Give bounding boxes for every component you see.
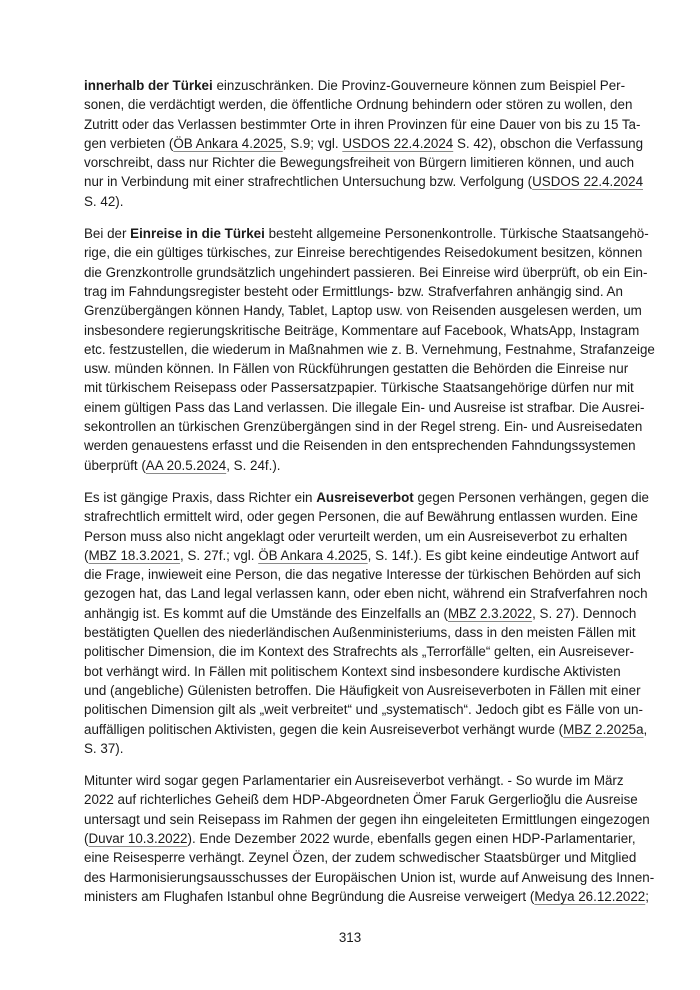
text-line [84, 681, 641, 700]
source-link[interactable]: ÖB Ankara 4.2025 [258, 547, 368, 563]
paragraph [84, 76, 644, 211]
text-run: Zutritt oder das Verlassen bestimmter Orte in ihren Provinzen für eine Dauer von bis zu 15 Ta- [84, 116, 641, 132]
text-run: werden genauestens erfasst und die Reisenden in den entsprechenden Fahndungssystemen [84, 438, 636, 454]
page-number: 313 [338, 930, 362, 945]
text-run: gen verbieten ( [84, 135, 174, 151]
text-run: 2022 auf richterliches Geheiß dem HDP-Abgeordneten Ömer Faruk Gergerlioğlu die Ausreise [84, 792, 638, 808]
text-run: auffälligen politischen Aktivisten, gegen die kein Ausreiseverbot verhängt wurde ( [84, 721, 564, 737]
text-run: Bei der [84, 226, 131, 242]
text-line [84, 456, 617, 475]
text-run: bestätigten Quellen des niederländischen Außenministeriums, dass in den meisten Fällen mit [84, 625, 636, 641]
source-link[interactable]: Duvar 10.3.2022 [88, 830, 188, 846]
text-run: gezogen hat, das Land legal verlassen kann, oder eben nicht, während ein Strafverfahren noch [84, 586, 648, 602]
text-run: S. 42), obschon die Verfassung [453, 135, 644, 151]
text-run: politischen Dimension gilt als „weit verbreitet“ und „systematisch“. Jedoch gibt es Fälle von un- [84, 702, 643, 718]
text-run: gegen Personen verhängen, gegen die [413, 489, 649, 505]
text-run: , [643, 721, 648, 737]
text-run: , S. 27f.; vgl. [180, 547, 259, 563]
text-line [84, 771, 624, 790]
text-run: ( [84, 830, 89, 846]
text-run: rige, die ein gültiges türkisches, zur Einreise berechtigendes Reisedokument besitzen, können [84, 245, 643, 261]
text-line [84, 76, 626, 95]
text-run: usw. münden können. In Fällen von Rückführungen gestatten die Behörden die Einreise nur [84, 361, 629, 377]
text-line [84, 662, 621, 681]
text-line [84, 720, 648, 739]
text-line [84, 868, 655, 887]
text-line [84, 623, 636, 642]
text-run: politischer Dimension, die im Kontext des Strafrechts als „Terrorfälle“ gelten, ein Ausreisever- [84, 644, 634, 660]
text-run: überprüft ( [84, 457, 146, 473]
text-run: und (angebliche) Gülenisten betroffen. Die Häufigkeit von Ausreiseverboten in Fällen mit einer [84, 682, 641, 698]
text-run: des Harmonisierungsausschusses der Europäischen Union ist, wurde auf Anweisung des Innen- [84, 869, 655, 885]
text-line [84, 398, 645, 417]
text-line [84, 243, 643, 262]
source-link[interactable]: AA 20.5.2024 [145, 457, 227, 473]
text-run: die Frage, inwieweit eine Person, die das negative Interesse der türkischen Behörden auf sich [84, 567, 641, 583]
text-run: sekontrollen an türkischen Grenzübergängen sind in der Regel streng. Ein- und Ausreisedaten [84, 419, 643, 435]
text-line [84, 436, 636, 455]
text-line [84, 527, 628, 546]
text-run: einzuschränken. Die Provinz-Gouverneure können zum Beispiel Per- [212, 78, 626, 93]
text-run: S. 37). [84, 740, 124, 756]
text-line [84, 848, 637, 867]
bold-term: innerhalb der Türkei [84, 78, 213, 93]
bold-term: Ausreiseverbot [316, 489, 414, 505]
text-line [84, 546, 639, 565]
text-run: ; [645, 888, 649, 904]
text-run: vorschreibt, dass nur Richter die Bewegungsfreiheit von Bürgern limitieren können, und auch [84, 155, 635, 171]
text-run: , S. 27). Dennoch [532, 605, 637, 621]
text-line [84, 340, 655, 359]
text-line [84, 282, 623, 301]
text-run: ministers am Flughafen Istanbul ohne Begründung die Ausreise verweigert ( [84, 888, 535, 904]
text-run: Grenzübergängen können Handy, Tablet, Laptop usw. von Reisenden ausgelesen werden, um [84, 303, 642, 319]
paragraph [84, 488, 649, 758]
text-run: besteht allgemeine Personenkontrolle. Türkische Staatsangehö- [264, 226, 649, 242]
bold-term: Einreise in die Türkei [130, 226, 265, 242]
text-line [84, 301, 642, 320]
source-link[interactable]: USDOS 22.4.2024 [342, 135, 454, 151]
paragraph [84, 771, 655, 906]
text-run: einem gültigen Pass das Land verlassen. Die illegale Ein- und Ausreise ist strafbar. Die Ausrei- [84, 399, 645, 415]
text-line [84, 565, 641, 584]
source-link[interactable]: MBZ 2.3.2022 [447, 605, 533, 621]
source-link[interactable]: MBZ 2.2025a [563, 721, 644, 737]
source-link[interactable]: ÖB Ankara 4.2025 [173, 135, 283, 151]
text-run: anhängig ist. Es kommt auf die Umstände des Einzelfalls an ( [84, 605, 448, 621]
text-run: trag im Fahndungsregister besteht oder Ermittlungs- bzw. Strafverfahren anhängig sind. An [84, 283, 623, 299]
text-run: ). Ende Dezember 2022 wurde, ebenfalls gegen einen HDP-Parlamentarier, [187, 830, 636, 846]
source-link[interactable]: USDOS 22.4.2024 [532, 174, 644, 190]
text-run: nur in Verbindung mit einer strafrechtlichen Untersuchung bzw. Verfolgung ( [84, 174, 533, 190]
text-line [84, 192, 617, 211]
text-line [84, 153, 635, 172]
text-run: sonen, die verdächtigt werden, die öffentliche Ordnung behindern oder stören zu wollen, den [84, 97, 633, 113]
text-run: S. 42). [84, 193, 124, 209]
text-line [84, 95, 633, 114]
text-run: , S. 24f.). [226, 457, 281, 473]
text-line [84, 263, 648, 282]
text-line [84, 700, 643, 719]
text-line [84, 810, 650, 829]
text-line [84, 224, 649, 243]
text-run: Es ist gängige Praxis, dass Richter ein [84, 489, 317, 505]
text-run: etc. festzustellen, die wiederum in Maßnahmen wie z. B. Vernehmung, Festnahme, Strafanzeige [84, 341, 655, 357]
text-run: untersagt und sein Reisepass im Rahmen der gegen ihn eingeleiteten Ermittlungen eingezogen [84, 811, 650, 827]
text-run: strafrechtlich ermittelt wird, oder gegen Personen, die auf Bewährung entlassen wurden. Eine [84, 509, 638, 525]
text-line [84, 829, 636, 848]
text-run: bot verhängt wird. In Fällen mit politischem Kontext sind insbesondere kurdische Aktivisten [84, 663, 621, 679]
text-line [84, 417, 643, 436]
text-run: , S. 14f.). Es gibt keine eindeutige Antwort auf [367, 547, 639, 563]
text-line [84, 115, 641, 134]
text-line [84, 642, 634, 661]
document-body [84, 76, 655, 919]
text-run: Mitunter wird sogar gegen Parlamentarier ein Ausreiseverbot verhängt. - So wurde im März [84, 773, 624, 789]
text-line [84, 321, 640, 340]
text-run: Person muss also nicht angeklagt oder verurteilt werden, um ein Ausreiseverbot zu erhalten [84, 528, 628, 544]
text-line [84, 134, 644, 153]
text-line [84, 488, 649, 507]
text-line [84, 507, 638, 526]
text-run: , S.9; vgl. [282, 135, 343, 151]
paragraph [84, 224, 655, 475]
text-line [84, 739, 617, 758]
text-line [84, 359, 629, 378]
source-link[interactable]: MBZ 18.3.2021 [88, 547, 181, 563]
text-run: mit türkischem Reisepass oder Passersatzpapier. Türkische Staatsangehörige dürfen nur mit [84, 380, 634, 396]
text-line [84, 790, 638, 809]
text-line [84, 584, 648, 603]
text-line [84, 172, 644, 191]
text-run: ( [84, 547, 89, 563]
text-line [84, 887, 649, 906]
text-line [84, 604, 637, 623]
source-link[interactable]: Medya 26.12.2022 [534, 888, 646, 904]
text-run: insbesondere regierungskritische Beiträge, Kommentare auf Facebook, WhatsApp, Instagram [84, 322, 640, 338]
text-run: die Grenzkontrolle grundsätzlich ungehindert passieren. Bei Einreise wird überprüft, ob ein Ein- [84, 264, 648, 280]
text-run: eine Reisesperre verhängt. Zeynel Özen, der zudem schwedischer Staatsbürger und Mitglied [84, 850, 637, 866]
text-line [84, 378, 634, 397]
